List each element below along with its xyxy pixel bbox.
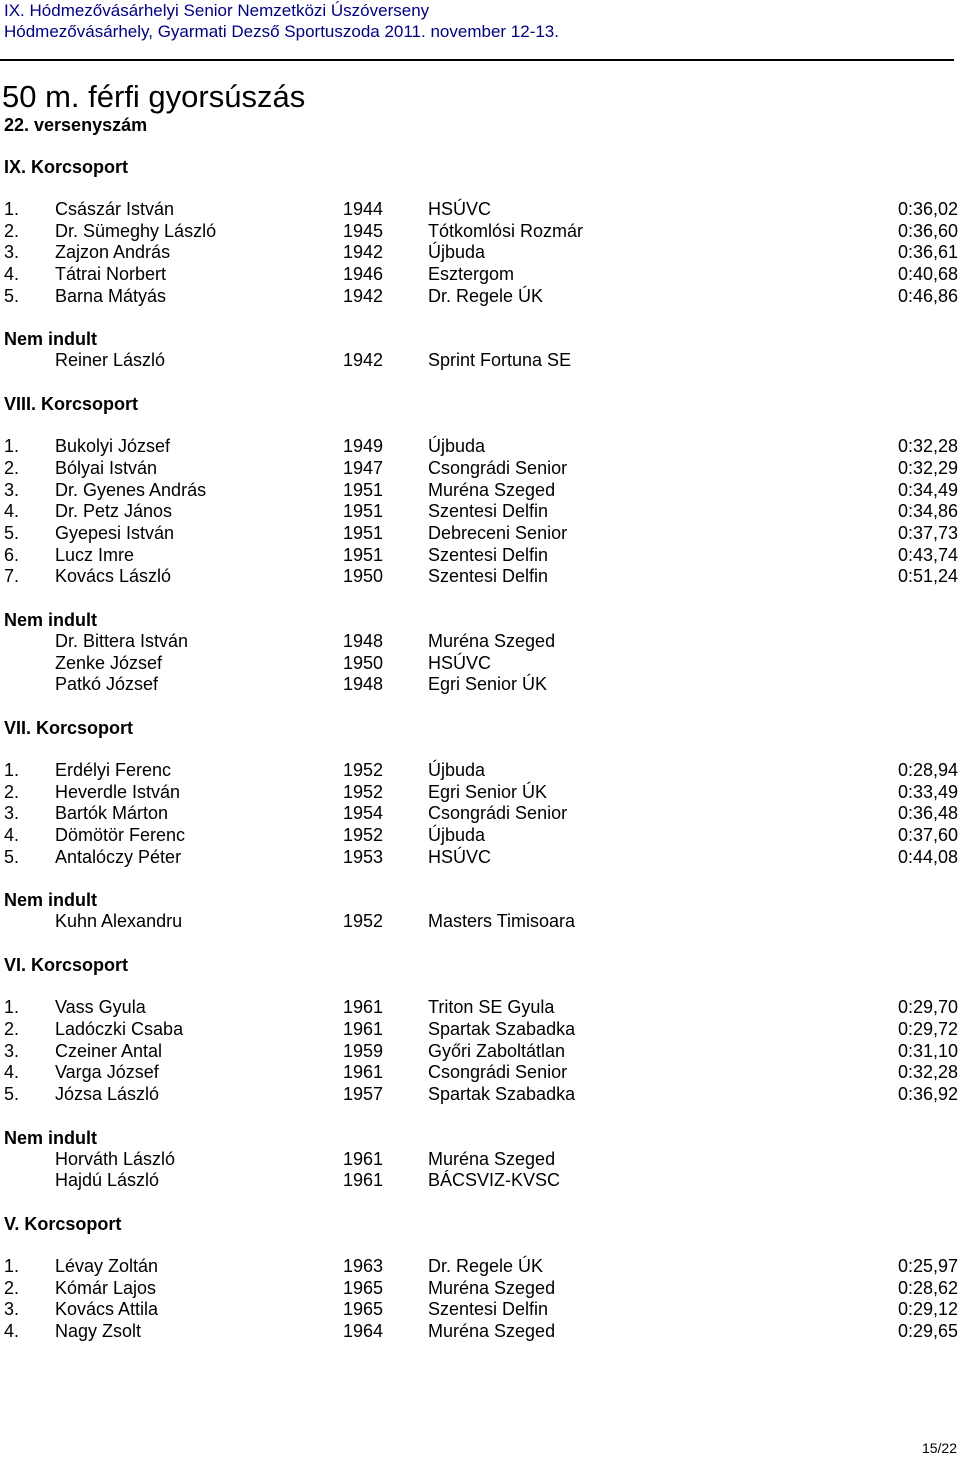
result-row [0, 221, 960, 243]
age-group-title: VII. Korcsoport [4, 718, 134, 738]
result-name: Ladóczki Csaba [55, 1018, 184, 1039]
result-name: Józsa László [55, 1083, 160, 1104]
result-place: 3. [4, 1299, 20, 1320]
competition-title: IX. Hódmezővásárhelyi Senior Nemzetközi Úszóverseny [4, 1, 430, 20]
not-started-name: Horváth László [55, 1148, 176, 1169]
result-club: Debreceni Senior [428, 522, 568, 543]
not-started-club: HSÚVC [428, 652, 492, 673]
result-club: Egri Senior ÚK [428, 781, 548, 802]
result-name: Dr. Gyenes András [55, 479, 207, 500]
result-club: Csongrádi Senior [428, 457, 568, 478]
result-time: 0:32,28 [897, 436, 958, 457]
result-row [0, 847, 960, 869]
result-club: Győri Zaboltátlan [428, 1040, 566, 1061]
result-place: 5. [4, 1083, 20, 1104]
event-number: 22. versenyszám [4, 115, 148, 135]
page-number: 15/22 [921, 1440, 957, 1456]
result-row [0, 501, 960, 523]
result-place: 4. [4, 501, 20, 522]
not-started-list [0, 1149, 960, 1192]
result-year: 1965 [343, 1277, 384, 1298]
result-club: Dr. Regele ÚK [428, 285, 544, 306]
result-place: 3. [4, 1040, 20, 1061]
not-started-row [0, 674, 960, 696]
result-time: 0:32,29 [897, 457, 958, 478]
result-row [0, 545, 960, 567]
result-club: Újbuda [428, 825, 486, 846]
result-time: 0:43,74 [897, 544, 958, 565]
result-place: 1. [4, 199, 20, 219]
result-row [0, 1256, 960, 1278]
result-year: 1951 [343, 501, 384, 522]
result-year: 1949 [343, 436, 384, 457]
result-club: Muréna Szeged [428, 1321, 556, 1341]
result-time: 0:34,86 [897, 501, 958, 522]
result-club: HSÚVC [428, 199, 492, 219]
result-row [0, 286, 960, 308]
result-name: Tátrai Norbert [55, 264, 167, 285]
result-name: Bólyai István [55, 457, 158, 478]
result-row [0, 566, 960, 588]
result-year: 1942 [343, 242, 384, 263]
not-started-row [0, 653, 960, 675]
result-year: 1953 [343, 846, 384, 867]
result-club: Spartak Szabadka [428, 1083, 576, 1104]
result-time: 0:36,92 [897, 1083, 958, 1104]
result-year: 1963 [343, 1255, 384, 1276]
not-started-name: Patkó József [55, 674, 159, 695]
result-club: Újbuda [428, 242, 486, 263]
result-name: Bukolyi József [55, 436, 171, 457]
result-place: 4. [4, 1321, 20, 1341]
result-year: 1944 [343, 199, 384, 219]
result-row [0, 782, 960, 804]
result-year: 1950 [343, 566, 384, 587]
result-time: 0:29,12 [897, 1299, 958, 1320]
result-year: 1954 [343, 803, 384, 824]
result-name: Nagy Zsolt [55, 1321, 142, 1341]
age-group-title: IX. Korcsoport [4, 157, 129, 177]
result-place: 2. [4, 457, 20, 478]
result-time: 0:36,61 [897, 242, 958, 263]
result-time: 0:29,70 [897, 997, 958, 1018]
result-place: 3. [4, 242, 20, 263]
result-place: 4. [4, 825, 20, 846]
result-club: Csongrádi Senior [428, 1062, 568, 1083]
result-time: 0:25,97 [897, 1255, 958, 1276]
not-started-name: Zenke József [55, 652, 163, 673]
result-time: 0:37,73 [897, 522, 958, 543]
not-started-name: Kuhn Alexandru [55, 911, 183, 932]
not-started-club: Muréna Szeged [428, 1148, 556, 1169]
result-time: 0:31,10 [897, 1040, 958, 1061]
result-place: 1. [4, 760, 20, 780]
not-started-club: Muréna Szeged [428, 630, 556, 651]
result-time: 0:32,28 [897, 1062, 958, 1083]
result-year: 1945 [343, 220, 384, 241]
result-time: 0:28,94 [897, 760, 958, 780]
result-name: Gyepesi István [55, 522, 175, 543]
result-place: 4. [4, 1062, 20, 1083]
result-year: 1946 [343, 264, 384, 285]
result-row [0, 1019, 960, 1041]
not-started-heading: Nem indult [4, 609, 97, 630]
result-name: Barna Mátyás [55, 285, 167, 306]
not-started-club: Sprint Fortuna SE [428, 350, 572, 371]
age-group-title: VIII. Korcsoport [4, 394, 139, 415]
result-name: Kovács Attila [55, 1299, 159, 1320]
results-list [0, 1256, 960, 1343]
result-year: 1951 [343, 522, 384, 543]
result-place: 5. [4, 522, 20, 543]
age-group-title: VI. Korcsoport [4, 955, 129, 976]
result-year: 1961 [343, 997, 384, 1018]
result-time: 0:37,60 [897, 825, 958, 846]
result-place: 2. [4, 1018, 20, 1039]
result-place: 1. [4, 436, 20, 457]
result-club: Szentesi Delfin [428, 566, 549, 587]
not-started-heading: Nem indult [4, 1127, 97, 1148]
result-row [0, 480, 960, 502]
result-time: 0:36,48 [897, 803, 958, 824]
result-place: 5. [4, 846, 20, 867]
not-started-row [0, 631, 960, 653]
result-name: Erdélyi Ferenc [55, 760, 172, 780]
result-year: 1951 [343, 544, 384, 565]
result-club: Spartak Szabadka [428, 1018, 576, 1039]
result-name: Dr. Sümeghy László [55, 220, 217, 241]
age-group-section [0, 1213, 960, 1343]
result-year: 1942 [343, 285, 384, 306]
result-name: Dr. Petz János [55, 501, 173, 522]
result-club: Triton SE Gyula [428, 997, 555, 1018]
competition-venue-date: Hódmezővásárhely, Gyarmati Dezső Sportuszoda 2011. november 12-13. [4, 22, 559, 41]
not-started-list [0, 911, 960, 933]
not-started-heading: Nem indult [4, 890, 97, 911]
result-time: 0:34,49 [897, 479, 958, 500]
results-list [0, 199, 960, 307]
result-name: Varga József [55, 1062, 159, 1083]
result-club: Újbuda [428, 436, 486, 457]
result-row [0, 264, 960, 286]
not-started-year: 1950 [343, 652, 384, 673]
result-place: 4. [4, 264, 20, 285]
result-year: 1961 [343, 1062, 384, 1083]
not-started-list [0, 631, 960, 696]
result-time: 0:36,02 [897, 199, 958, 219]
result-row [0, 523, 960, 545]
result-name: Lévay Zoltán [55, 1255, 159, 1276]
result-club: Muréna Szeged [428, 1277, 556, 1298]
results-groups [0, 156, 960, 1343]
result-name: Kómár Lajos [55, 1277, 157, 1298]
result-place: 5. [4, 285, 20, 306]
result-row [0, 997, 960, 1019]
result-time: 0:46,86 [897, 285, 958, 306]
result-year: 1952 [343, 781, 384, 802]
result-row [0, 458, 960, 480]
not-started-club: BÁCSVIZ-KVSC [428, 1170, 561, 1191]
results-list [0, 760, 960, 868]
result-name: Zajzon András [55, 242, 171, 263]
result-place: 2. [4, 781, 20, 802]
not-started-row [0, 911, 960, 933]
result-place: 6. [4, 544, 20, 565]
not-started-heading: Nem indult [4, 329, 97, 350]
result-club: Dr. Regele ÚK [428, 1255, 544, 1276]
not-started-row [0, 1149, 960, 1171]
result-row [0, 1062, 960, 1084]
result-year: 1952 [343, 760, 384, 780]
not-started-year: 1948 [343, 674, 384, 695]
result-row [0, 199, 960, 221]
result-year: 1951 [343, 479, 384, 500]
result-year: 1957 [343, 1083, 384, 1104]
result-row [0, 1299, 960, 1321]
result-place: 1. [4, 1255, 20, 1276]
result-time: 0:33,49 [897, 781, 958, 802]
result-name: Császár István [55, 199, 175, 219]
result-time: 0:36,60 [897, 220, 958, 241]
not-started-name: Dr. Bittera István [55, 630, 189, 651]
result-row [0, 1041, 960, 1063]
header-divider [0, 59, 954, 61]
result-row [0, 803, 960, 825]
result-time: 0:44,08 [897, 846, 958, 867]
result-year: 1959 [343, 1040, 384, 1061]
age-group-section [0, 156, 960, 372]
result-club: Esztergom [428, 264, 515, 285]
not-started-row [0, 1170, 960, 1192]
result-name: Dömötör Ferenc [55, 825, 186, 846]
result-place: 2. [4, 220, 20, 241]
not-started-year: 1961 [343, 1148, 384, 1169]
event-title: 50 m. férfi gyorsúszás [2, 79, 306, 114]
not-started-row [0, 350, 960, 372]
result-row [0, 1278, 960, 1300]
result-club: Szentesi Delfin [428, 544, 549, 565]
not-started-list [0, 350, 960, 372]
result-row [0, 1084, 960, 1106]
not-started-club: Egri Senior ÚK [428, 674, 548, 695]
document-header [0, 0, 960, 42]
result-time: 0:40,68 [897, 264, 958, 285]
result-name: Kovács László [55, 566, 172, 587]
result-row [0, 242, 960, 264]
age-group-section [0, 954, 960, 1192]
not-started-year: 1961 [343, 1170, 384, 1191]
result-place: 3. [4, 479, 20, 500]
result-club: Szentesi Delfin [428, 501, 549, 522]
result-club: Újbuda [428, 760, 486, 780]
age-group-title: V. Korcsoport [4, 1213, 122, 1234]
result-time: 0:29,72 [897, 1018, 958, 1039]
result-place: 1. [4, 997, 20, 1018]
result-place: 7. [4, 566, 20, 587]
result-name: Lucz Imre [55, 544, 135, 565]
result-row [0, 1321, 960, 1343]
result-club: HSÚVC [428, 846, 492, 867]
result-name: Bartók Márton [55, 803, 169, 824]
result-club: Tótkomlósi Rozmár [428, 220, 584, 241]
result-year: 1952 [343, 825, 384, 846]
result-club: Szentesi Delfin [428, 1299, 549, 1320]
result-time: 0:28,62 [897, 1277, 958, 1298]
result-club: Muréna Szeged [428, 479, 556, 500]
not-started-year: 1942 [343, 350, 384, 371]
result-name: Vass Gyula [55, 997, 146, 1018]
result-row [0, 760, 960, 782]
result-time: 0:29,65 [897, 1321, 958, 1341]
result-name: Antalóczy Péter [55, 846, 182, 867]
result-place: 2. [4, 1277, 20, 1298]
not-started-year: 1952 [343, 911, 384, 932]
result-row [0, 436, 960, 458]
results-list [0, 997, 960, 1105]
not-started-name: Reiner László [55, 350, 166, 371]
result-year: 1964 [343, 1321, 384, 1341]
result-year: 1947 [343, 457, 384, 478]
age-group-section [0, 717, 960, 933]
not-started-year: 1948 [343, 630, 384, 651]
result-year: 1965 [343, 1299, 384, 1320]
result-row [0, 825, 960, 847]
result-time: 0:51,24 [897, 566, 958, 587]
not-started-club: Masters Timisoara [428, 911, 576, 932]
not-started-name: Hajdú László [55, 1170, 160, 1191]
result-name: Czeiner Antal [55, 1040, 163, 1061]
result-year: 1961 [343, 1018, 384, 1039]
result-name: Heverdle István [55, 781, 181, 802]
result-place: 3. [4, 803, 20, 824]
results-list [0, 436, 960, 588]
result-club: Csongrádi Senior [428, 803, 568, 824]
age-group-section [0, 393, 960, 696]
